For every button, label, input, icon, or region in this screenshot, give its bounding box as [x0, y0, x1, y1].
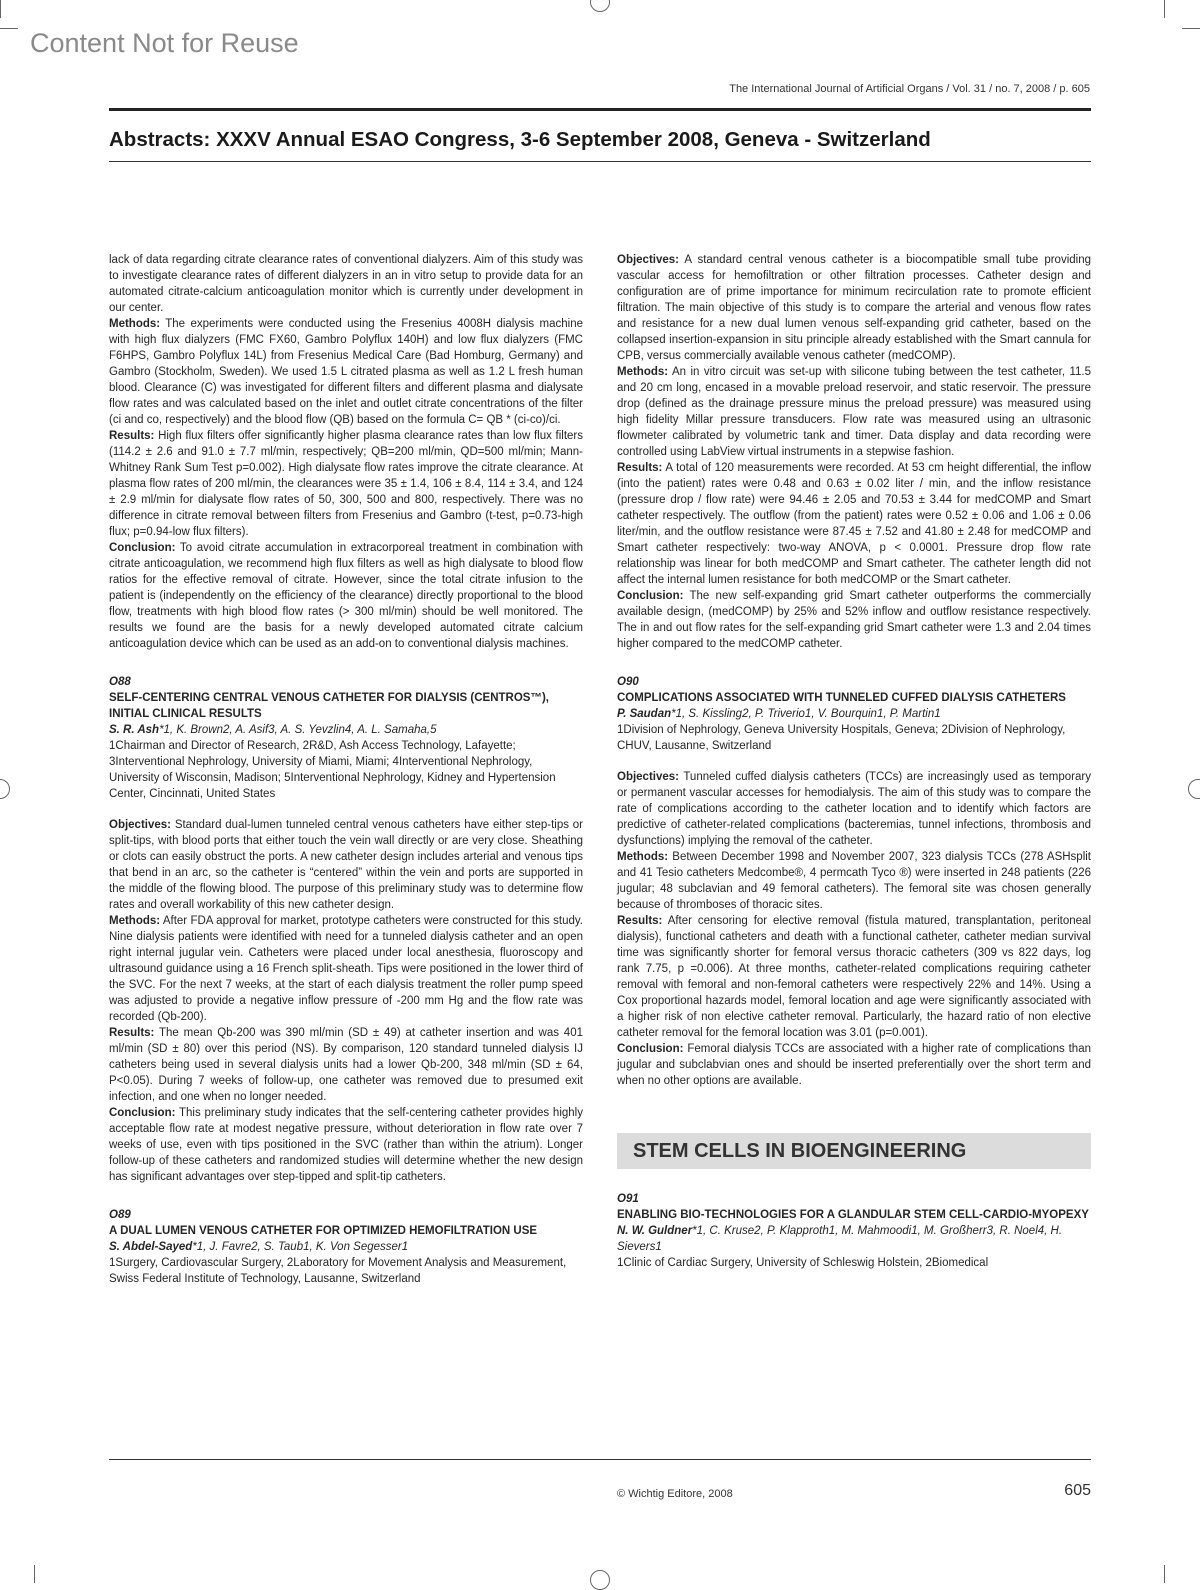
journal-header: The International Journal of Artificial Organs / Vol. 31 / no. 7, 2008 / p. 605 [729, 83, 1090, 95]
results-paragraph: Results: High flux filters offer significantly higher plasma clearance rates than low flux filters (114.2 ± 2.6 and 91.0 ± 7.7 ml/min, respectively; QB=200 ml/min, QD=500 ml/min; Mann-Whitney Rank Sum Test p=0.002). High dialysate flow rates improve the citrate clearance. At plasma flow rates of 200 ml/min, the clearances were 35 ± 1.4, 106 ± 8.4, 114 ± 3.4, and 124 ± 2.9 ml/min for dialysate flow rates of 50, 300, 500 and 800, respectively. There was no difference in citrate removal between filters from Fresenius and Gambro (t-test, p=0.73-high flux; p=0.94-low flux filters). [109, 430, 583, 538]
abstract-authors: S. Abdel-Sayed*1, J. Favre2, S. Taub1, K. Von Segesser1 [109, 1241, 409, 1253]
results-paragraph: Results: The mean Qb-200 was 390 ml/min (SD ± 49) at catheter insertion and was 401 ml/min (SD ± 80) over this period (NS). By comparison, 120 standard tunneled dialysis IJ catheters being used in several dialysis units had a lower Qb-200, 348 ml/min (SD ± 64, P<0.05). During 7 weeks of follow-up, one catheter was removed due to presumed exit infection, and one when no longer needed. [109, 1027, 583, 1103]
footer-rule [109, 1459, 1091, 1460]
abstract-affiliation: 1Surgery, Cardiovascular Surgery, 2Laboratory for Movement Analysis and Measurement, Swiss Federal Institute of Technology, Lausanne, Switzerland [109, 1257, 567, 1285]
page-number: 605 [1064, 1482, 1091, 1499]
crop-mark-bl-v [34, 1565, 35, 1583]
abstract-affiliation: 1Chairman and Director of Research, 2R&D, Ash Access Technology, Lafayette; 3Interventional Nephrology, University of Miami, Miami; 4Interventional Nephrology, University of Wisconsin, Madison; 5Interventional Nephrology, Kidney and Hypertension Center, Cincinnati, United States [109, 740, 556, 800]
abstract-o91 [617, 1191, 1091, 1271]
abstract-authors: N. W. Guldner*1, C. Kruse2, P. Klapproth1, M. Mahmoodi1, M. Großherr3, R. Noel4, H. Sievers1 [617, 1225, 1063, 1253]
watermark: Content Not for Reuse [30, 28, 299, 58]
abstract-code: O90 [617, 676, 639, 688]
conclusion-paragraph: Conclusion: Femoral dialysis TCCs are associated with a higher rate of complications than jugular and subclabvian ones and should be inserted preferentially over the short term and when no other options are available. [617, 1043, 1091, 1087]
conclusion-paragraph: Conclusion: The new self-expanding grid Smart catheter outperforms the commercially available design, (medCOMP) by 25% and 52% inflow and outflow resistance respectively. The in and out flow rates for the self-expanding grid Smart catheter were 1.3 and 2.04 times higher compared to the medCOMP catheter. [617, 590, 1091, 650]
registration-mark-top [590, 0, 610, 12]
spacer [617, 652, 1091, 674]
abstract-code: O91 [617, 1193, 639, 1205]
section-heading: STEM CELLS IN BIOENGINEERING [617, 1133, 1091, 1169]
abstract-o90 [617, 674, 1091, 1089]
objectives-paragraph: Objectives: Tunneled cuffed dialysis catheters (TCCs) are increasingly used as temporary or permanent vascular accesses for hemodialysis. The aim of this study was to compare the rate of complications according to the catheter location and to identify which factors are predictive of catheter-related complications (bacteremias, tunnel infections, thrombosis and dysfunctions) implying the removal of the catheter. [617, 771, 1091, 847]
crop-mark-br-v [1164, 1565, 1165, 1583]
spacer [617, 754, 1091, 769]
crop-mark-tl-h [0, 28, 18, 29]
objectives-paragraph: Objectives: Standard dual-lumen tunneled central venous catheters have either step-tips or split-tips, with blood ports that either touch the vein wall directly or are very close. Sheathing or clots can easily obstruct the ports. A new catheter design includes arterial and venous tips that bend in an arc, so the catheter is “centered” within the vein and ports are supported in the middle of the flowing blood. The purpose of this preliminary study was to determine flow rates and overall workability of this new catheter design. [109, 819, 583, 911]
abstract-title: COMPLICATIONS ASSOCIATED WITH TUNNELED CUFFED DIALYSIS CATHETERS [617, 692, 1066, 704]
abstract-affiliation: 1Division of Nephrology, Geneva University Hospitals, Geneva; 2Division of Nephrology, CHUV, Lausanne, Switzerland [617, 724, 1066, 752]
results-paragraph: Results: After censoring for elective removal (fistula matured, transplantation, peritoneal dialysis), functional catheters and death with a functional catheter, catheter median survival time was significantly shorter for femoral versus thoracic catheters (309 vs 822 days, log rank 7.75, p =0.006). At three months, catheter-related complications requiring catheter removal with femoral and non-femoral catheters were respectively 22% and 14%. Using a Cox proportional hazards model, femoral location and age were significantly associated with a higher risk of non elective catheter removal. Particularly, the hazard ratio of non elective catheter removal for the femoral location was 3.01 (p=0.001). [617, 915, 1092, 1039]
methods-paragraph: Methods: An in vitro circuit was set-up with silicone tubing between the test catheter, 11.5 and 20 cm long, encased in a movable preload reservoir, and static reservoir. The pressure drop (defined as the drainage pressure minus the preload pressure) was measured using high fidelity Millar pressure transducers. Flow rate was measured using an ultrasonic flowmeter calibrated by volumetric tank and timer. Data display and data recording were controlled using LabView virtual instruments in a stepwise fashion. [617, 366, 1092, 458]
spacer [109, 802, 583, 817]
conclusion-paragraph: Conclusion: To avoid citrate accumulation in extracorporeal treatment in combination with citrate anticoagulation, we recommend high flux filters as well as high dialysate to blood flow ratios for the effective removal of citrate. However, since the total citrate infusion to the patient is (independently on the efficiency of the clearance) directly proportional to the blood flow, treatments with high blood flow rates (> 300 ml/min) should be well monitored. The results we found are the basis for a newly developed automated citrate calcium anticoagulation device which can be used as an add-on to conventional dialysis machines. [109, 542, 583, 650]
abstract-title: SELF-CENTERING CENTRAL VENOUS CATHETER FOR DIALYSIS (CENTROS™), INITIAL CLINICAL RESULTS [109, 692, 550, 720]
registration-mark-bottom [590, 1570, 610, 1590]
objectives-paragraph: Objectives: A standard central venous catheter is a biocompatible small tube providing vascular access for hemofiltration or other filtration processes. Catheter design and configuration are of prime importance for minimum recirculation rate to promote efficient filtration. The main objective of this study is to compare the arterial and venous flow rates and resistance for a new dual lumen venous self-expanding grid catheter, based on the collapsed insertion-expansion in situ principle already established with the Smart cannula for CPB, versus commercially available venous catheter (medCOMP). [617, 254, 1091, 362]
conclusion-paragraph: Conclusion: This preliminary study indicates that the self-centering catheter provides highly acceptable flow rate at modest negative pressure, without deterioration in flow rate over 7 weeks of use, even with tips positioned in the SVC (rather than within the atrium). Longer follow-up of these catheters and randomized studies will determine whether the new design has significant advantages over step-tipped and split-tip catheters. [109, 1107, 583, 1183]
methods-paragraph: Methods: After FDA approval for market, prototype catheters were constructed for this study. Nine dialysis patients were identified with need for a tunneled dialysis catheter and an open right internal jugular vein. Catheters were placed under local anesthesia, fluoroscopy and ultrasound guidance using a 16 French split-sheath. Tips were positioned in the lower third of the SVC. For the next 7 weeks, at the start of each dialysis treatment the roller pump speed was adjusted to provide a negative inflow pressure of -200 mm Hg and the flow rate was recorded (Qb-200). [109, 915, 583, 1023]
abstract-authors: P. Saudan*1, S. Kissling2, P. Triverio1, V. Bourquin1, P. Martin1 [617, 708, 941, 720]
methods-paragraph: Methods: The experiments were conducted using the Fresenius 4008H dialysis machine with high flux dialyzers (FMC FX60, Gambro Polyflux 140H) and low flux dialyzers (FMC F6HPS, Gambro Polyflux 14L) from Fresenius Medical Care (Bad Homburg, Germany) and Gambro (Stockholm, Sweden). We used 1.5 L citrated plasma as well as 1.2 L fresh human blood. Clearance (C) was investigated for different filters and different plasma and dialysate flow rates and was calculated based on the inlet and outlet citrate concentrations of the filter (ci and co, respectively) and the blood flow (QB) based on the formula C= QB * (ci-co)/ci. [109, 318, 583, 426]
abstract-o89 [109, 1207, 583, 1287]
abstract-title: A DUAL LUMEN VENOUS CATHETER FOR OPTIMIZED HEMOFILTRATION USE [109, 1225, 538, 1237]
intro-paragraph: lack of data regarding citrate clearance rates of conventional dialyzers. Aim of this study was to investigate clearance rates of different dialyzers in an in vitro setup to provide data for an automated citrate-calcium anticoagulation monitor which is currently under development in our center. [109, 254, 583, 314]
spacer [617, 1089, 1091, 1133]
crop-mark-tr-h [1182, 28, 1200, 29]
results-paragraph: Results: A total of 120 measurements were recorded. At 53 cm height differential, the inflow (into the patient) rates were 0.48 and 0.63 ± 0.02 liter / min, and the inflow resistance (pressure drop / flow rate) were 94.46 ± 2.05 and 70.53 ± 3.44 for medCOMP and Smart catheter respectively. The outflow (from the patient) rates were 0.52 ± 0.06 and 1.06 ± 0.06 liter/min, and the outflow resistance were 87.45 ± 7.52 and 41.80 ± 2.48 for medCOMP and Smart catheter respectively: two-way ANOVA, p < 0.0001. Pressure drop flow rate relationship was linear for both medCOMP and Smart catheter. The catheter length did not affect the internal lumen resistance for both medCOMP or the Smart catheter. [617, 462, 1091, 586]
methods-paragraph: Methods: Between December 1998 and November 2007, 323 dialysis TCCs (278 ASHsplit and 41 Tesio catheters Medcombe®, 4 permcath Tyco ®) were inserted in 248 patients (226 jugular; 48 subclavian and 49 femoral catheters). The femoral site was chosen generally because of thromboses of thoracic sites. [617, 851, 1091, 911]
abstract-code: O89 [109, 1209, 131, 1221]
abstract-o88 [109, 674, 583, 1185]
crop-mark-tl-v [0, 0, 1, 18]
copyright: © Wichtig Editore, 2008 [617, 1488, 733, 1500]
right-column [617, 252, 1091, 1271]
header-rule [109, 108, 1091, 111]
spacer [109, 1185, 583, 1207]
registration-mark-right [1188, 779, 1200, 799]
abstract-authors: S. R. Ash*1, K. Brown2, A. Asif3, A. S. Yevzlin4, A. L. Samaha,5 [109, 724, 437, 736]
crop-mark-tr-v [1164, 0, 1165, 18]
spacer [109, 652, 583, 674]
abstract-affiliation: 1Clinic of Cardiac Surgery, University of Schleswig Holstein, 2Biomedical [617, 1257, 989, 1269]
registration-mark-left [0, 779, 10, 799]
left-column [109, 252, 583, 1287]
title-rule [109, 161, 1091, 162]
spacer [617, 1169, 1091, 1191]
abstract-code: O88 [109, 676, 131, 688]
abstract-title: ENABLING BIO-TECHNOLOGIES FOR A GLANDULAR STEM CELL-CARDIO-MYOPEXY [617, 1209, 1089, 1221]
page-title: Abstracts: XXXV Annual ESAO Congress, 3-6 September 2008, Geneva - Switzerland [109, 128, 931, 151]
